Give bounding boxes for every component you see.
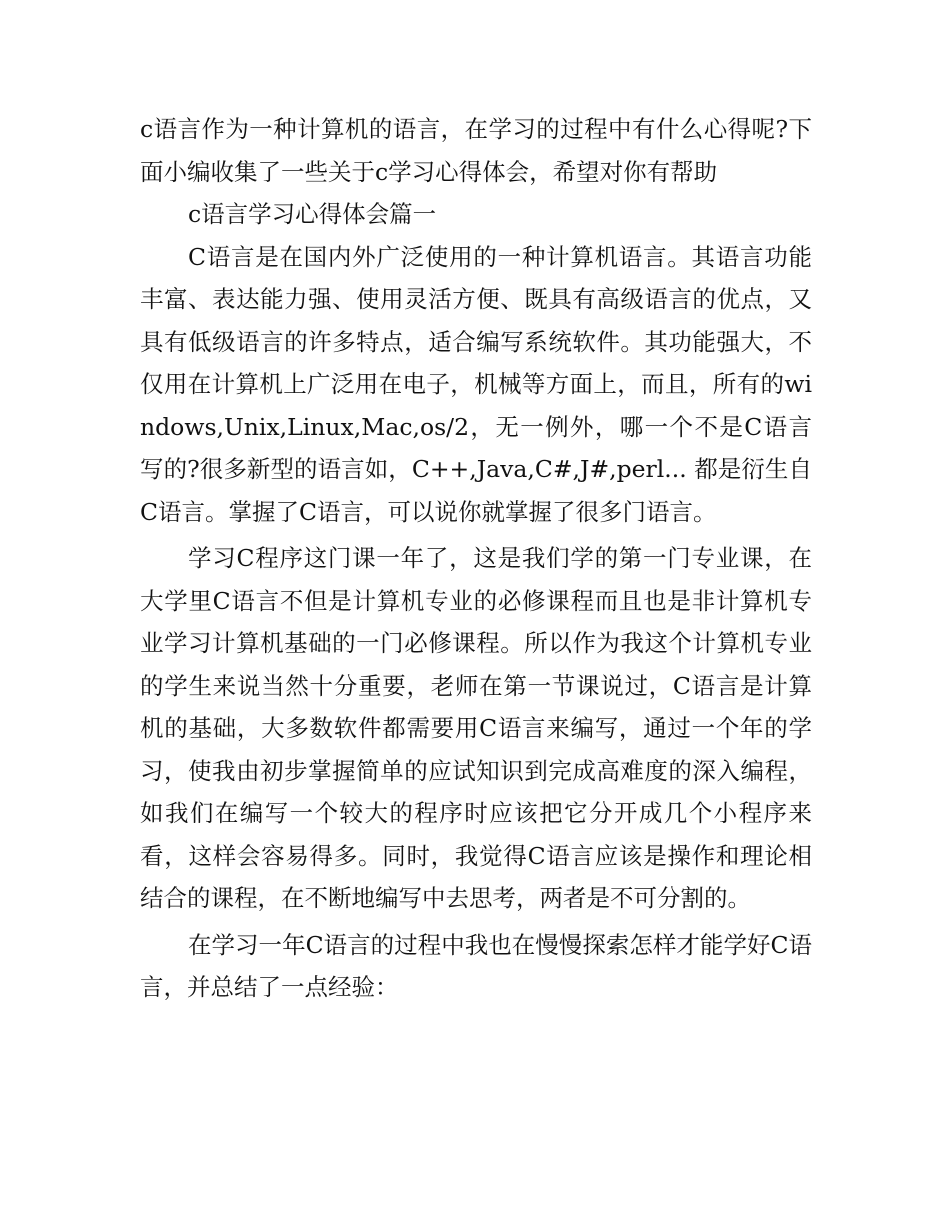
- intro-paragraph: c语言作为一种计算机的语言，在学习的过程中有什么心得呢?下面小编收集了一些关于c学习心得体会，希望对你有帮助: [140, 115, 812, 186]
- body-paragraph-2: 学习C程序这门课一年了，这是我们学的第一门专业课，在大学里C语言不但是计算机专业的必修课程而且也是非计算机专业学习计算机基础的一门必修课程。所以作为我这个计算机专业的学生来说当然十分重要，老师在第一节课说过，C语言是计算机的基础，大多数软件都需要用C语言来编写，通过一个年的学习，使我由初步掌握简单的应试知识到完成高难度的深入编程，如我们在编写一个较大的程序时应该把它分开成几个小程序来看，这样会容易得多。同时，我觉得C语言应该是操作和理论相结合的课程，在不断地编写中去思考，两者是不可分割的。: [140, 544, 812, 912]
- body-paragraph-1: C语言是在国内外广泛使用的一种计算机语言。其语言功能丰富、表达能力强、使用灵活方便、既具有高级语言的优点，又具有低级语言的许多特点，适合编写系统软件。其功能强大，不仅用在计算机上广泛用在电子，机械等方面上，而且，所有的windows,Unix,Linux,Mac,os/2，无一例外，哪一个不是C语言写的?很多新型的语言如，C++,Java,C#,J#,perl... 都是衍生自C语言。掌握了C语言，可以说你就掌握了很多门语言。: [140, 242, 812, 526]
- body-paragraph-3: 在学习一年C语言的过程中我也在慢慢探索怎样才能学好C语言，并总结了一点经验：: [140, 930, 812, 1001]
- section-heading: c语言学习心得体会篇一: [188, 200, 437, 228]
- document-body: [140, 108, 812, 1009]
